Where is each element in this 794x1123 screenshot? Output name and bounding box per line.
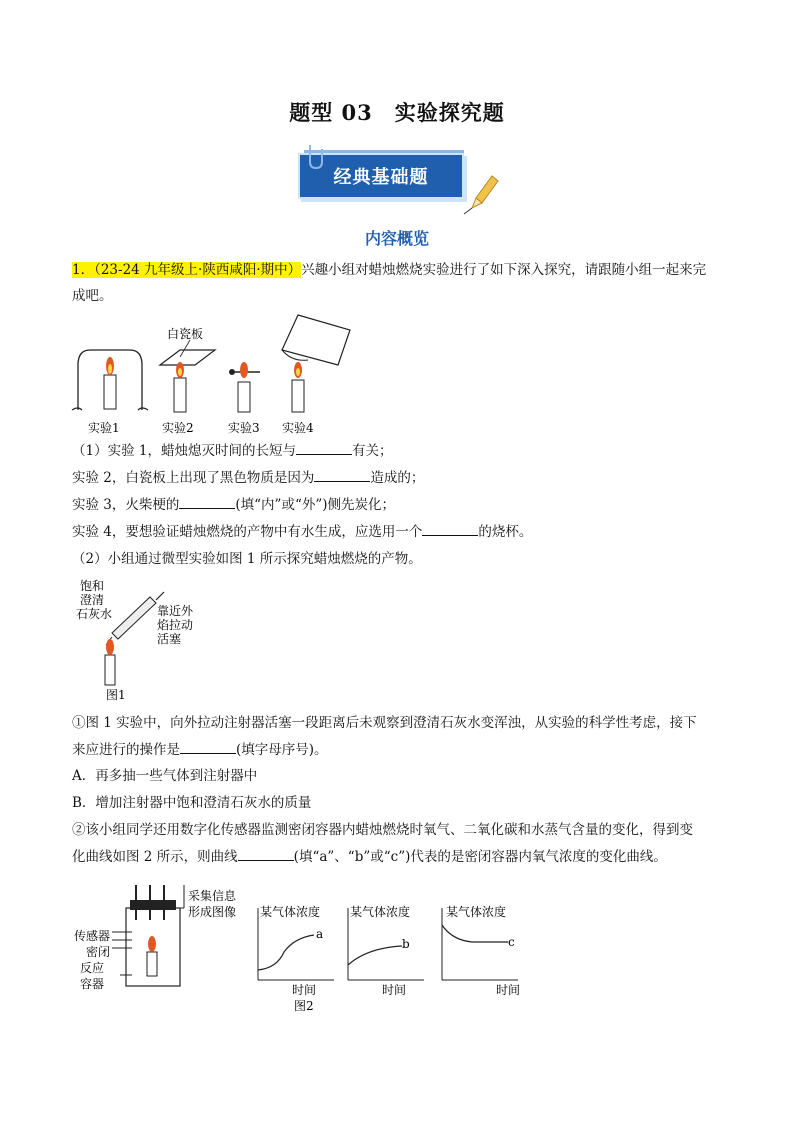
fig2-label-3: 反应 xyxy=(80,961,105,975)
circle2-line-a: ②该小组同学还用数字化传感器监测密闭容器内蜡烛燃烧时氧气、二氧化碳和水蒸气含量的变化，得到变 xyxy=(72,822,693,838)
fig1-label-right-3: 活塞 xyxy=(157,632,182,646)
page-title: 题型 03 实验探究题 xyxy=(289,100,505,125)
experiment-4-beaker xyxy=(282,315,350,412)
paperclip-icon xyxy=(310,145,322,168)
part1-line2: 实验 2，白瓷板上出现了黑色物质是因为 造成的； xyxy=(72,465,732,491)
graph-c-ylabel: 某气体浓度 xyxy=(446,905,507,919)
fig2-label-4: 容器 xyxy=(80,977,105,991)
fig2-collect-2: 形成图像 xyxy=(188,905,237,919)
pencil-icon xyxy=(464,176,498,214)
stem-text: 兴趣小组对蜡烛燃烧实验进行了如下深入探究，请跟随小组一起来完 xyxy=(301,262,707,278)
question-source: 1．（23-24 九年级上·陕西咸阳·期中） xyxy=(72,262,302,278)
part1-line4: 实验 4，要想验证蜡烛燃烧的产物中有水生成，应选用一个 的烧杯。 xyxy=(72,519,732,545)
exp-label-1: 实验1 xyxy=(88,421,120,435)
candle xyxy=(105,655,115,685)
graph-a-ylabel: 某气体浓度 xyxy=(260,905,321,919)
graph-b-ylabel: 某气体浓度 xyxy=(350,905,411,919)
fig2-caption: 图2 xyxy=(294,999,314,1013)
circle1-line-a: ①图 1 实验中，向外拉动注射器活塞一段距离后未观察到澄清石灰水变浑浊，从实验的科学性考虑，接下 xyxy=(72,715,697,731)
fig1-label-left-1: 饱和 xyxy=(80,579,105,593)
answer-blank[interactable] xyxy=(180,739,236,754)
figure-1-syringe xyxy=(72,575,212,705)
graph-a-xlabel: 时间 xyxy=(292,983,317,997)
fig1-label-left-3: 石灰水 xyxy=(76,607,113,621)
fig2-label-2: 密闭 xyxy=(86,945,111,959)
part1-line3: 实验 3，火柴梗的 (填“内”或“外”)侧先炭化； xyxy=(72,492,732,518)
graph-b xyxy=(348,904,424,997)
exp-label-4: 实验4 xyxy=(282,421,314,435)
flame xyxy=(106,639,114,655)
option-a: A．再多抽一些气体到注射器中 xyxy=(72,768,258,784)
circle1-line-b: 来应进行的操作是 (填字母序号)。 xyxy=(72,737,732,763)
fig2-label-1: 传感器 xyxy=(74,929,111,943)
board-label: 白瓷板 xyxy=(167,327,204,341)
graph-a xyxy=(258,904,334,997)
curve-a-label: a xyxy=(316,927,324,941)
answer-blank[interactable] xyxy=(314,467,370,482)
option-b: B．增加注射器中饱和澄清石灰水的质量 xyxy=(72,795,312,811)
experiment-figure xyxy=(60,310,380,440)
curve-b-label: b xyxy=(402,937,410,951)
exp-label-2: 实验2 xyxy=(162,421,194,435)
answer-blank[interactable] xyxy=(296,440,352,455)
answer-blank[interactable] xyxy=(179,494,235,509)
part2-intro: （2）小组通过微型实验如图 1 所示探究蜡烛燃烧的产物。 xyxy=(72,551,422,567)
experiment-3-matchstick xyxy=(229,362,260,412)
fig1-label-right-2: 焰拉动 xyxy=(157,618,194,632)
fig1-caption: 图1 xyxy=(106,688,126,702)
sealed-container xyxy=(112,885,184,986)
graph-b-xlabel: 时间 xyxy=(382,983,407,997)
banner-decoration xyxy=(300,140,510,220)
circle2-line-b: 化曲线如图 2 所示，则曲线 (填“a”、“b”或“c”)代表的是密闭容器内氧气浓度的变化曲线。 xyxy=(72,844,732,870)
graph-c xyxy=(442,904,520,997)
fig1-label-right-1: 靠近外 xyxy=(157,604,194,618)
question-1-stem xyxy=(72,257,732,283)
flame xyxy=(148,936,156,952)
part1-line1: （1）实验 1，蜡烛熄灭时间的长短与 有关； xyxy=(72,438,732,464)
experiment-1-bell-jar xyxy=(72,350,148,410)
exp-label-3: 实验3 xyxy=(228,421,260,435)
answer-blank[interactable] xyxy=(422,521,478,536)
fig2-collect-1: 采集信息 xyxy=(188,889,237,903)
answer-blank[interactable] xyxy=(238,846,294,861)
curve-c-label: c xyxy=(508,935,515,949)
syringe xyxy=(106,592,164,645)
fig1-label-left-2: 澄清 xyxy=(80,593,105,607)
experiment-2-porcelain-board xyxy=(160,340,215,412)
question-1-stem-cont: 成吧。 xyxy=(72,288,113,304)
section-subtitle: 内容概览 xyxy=(364,229,429,248)
section-banner: 经典基础题 xyxy=(298,153,464,199)
graph-c-xlabel: 时间 xyxy=(496,983,521,997)
figure-2-sensor-setup xyxy=(72,880,532,1015)
